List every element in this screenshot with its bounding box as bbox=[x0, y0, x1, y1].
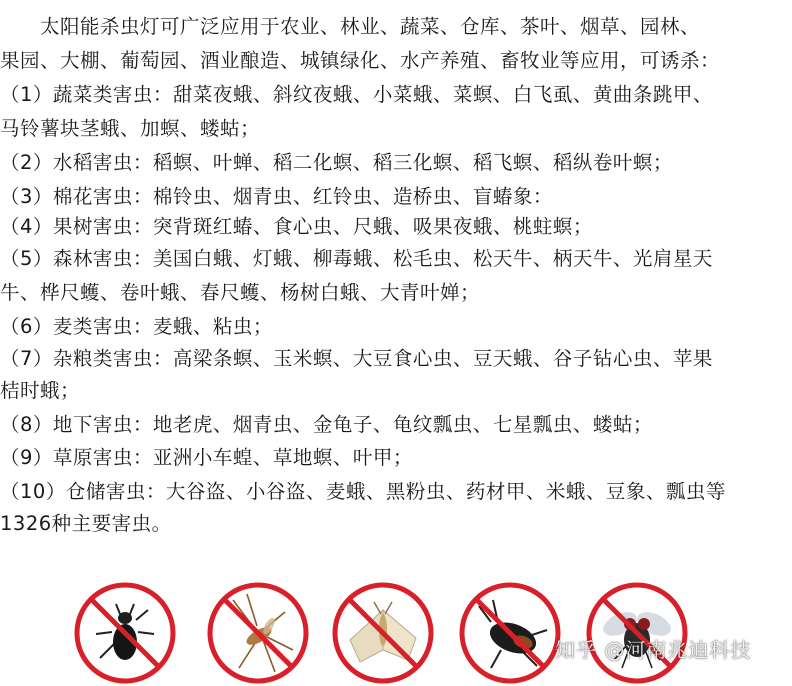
zhihu-watermark: 知乎 @河南兆迪科技 bbox=[555, 638, 752, 662]
text-line: （10）仓储害虫：大谷盗、小谷盗、麦蛾、黑粉虫、药材甲、米蛾、豆象、瓢虫等 bbox=[0, 480, 726, 503]
text-line: 果园、大棚、葡萄园、酒业酿造、城镇绿化、水产养殖、畜牧业等应用，可诱杀： bbox=[0, 49, 721, 72]
prohibited-pests-row bbox=[0, 566, 792, 683]
text-line: 1326种主要害虫。 bbox=[0, 512, 172, 535]
text-line: 桔时蛾； bbox=[0, 379, 81, 402]
no-stag-beetle-icon bbox=[457, 580, 563, 686]
text-line: 马铃薯块茎蛾、加螟、蝼蛄； bbox=[0, 117, 261, 140]
text-line: （5）森林害虫：美国白蛾、灯蛾、柳毒蛾、松毛虫、松天牛、柄天牛、光肩星天 bbox=[0, 247, 713, 270]
no-moth-icon bbox=[330, 580, 436, 686]
text-line: （9）草原害虫：亚洲小车蝗、草地螟、叶甲； bbox=[0, 446, 413, 469]
text-line: （4）果树害虫：突背斑红蝽、食心虫、尺蛾、吸果夜蛾、桃蛀螟； bbox=[0, 215, 593, 238]
text-line: （3）棉花害虫：棉铃虫、烟青虫、红铃虫、造桥虫、盲蝽象： bbox=[0, 185, 553, 208]
text-line: 太阳能杀虫灯可广泛应用于农业、林业、蔬菜、仓库、茶叶、烟草、园林、 bbox=[0, 15, 701, 38]
text-line: （1）蔬菜类害虫：甜菜夜蛾、斜纹夜蛾、小菜蛾、菜螟、白飞虱、黄曲条跳甲、 bbox=[0, 83, 713, 106]
text-line: （2）水稻害虫：稻螟、叶蝉、稻二化螟、稻三化螟、稻飞螟、稻纵卷叶螟； bbox=[0, 151, 673, 174]
no-mosquito-icon bbox=[205, 580, 311, 686]
text-line: （7）杂粮类害虫：高梁条螟、玉米螟、大豆食心虫、豆天蛾、谷子钻心虫、苹果 bbox=[0, 347, 713, 370]
text-line: （6）麦类害虫：麦蛾、粘虫； bbox=[0, 315, 273, 338]
text-line: 牛、桦尺蠖、卷叶蛾、春尺蠖、杨树白蛾、大青叶婵； bbox=[0, 281, 481, 304]
no-beetle-icon bbox=[72, 580, 178, 686]
text-line: （8）地下害虫：地老虎、烟青虫、金龟子、龟纹瓢虫、七星瓢虫、蝼蛄； bbox=[0, 413, 653, 436]
no-fly-icon bbox=[584, 580, 690, 686]
